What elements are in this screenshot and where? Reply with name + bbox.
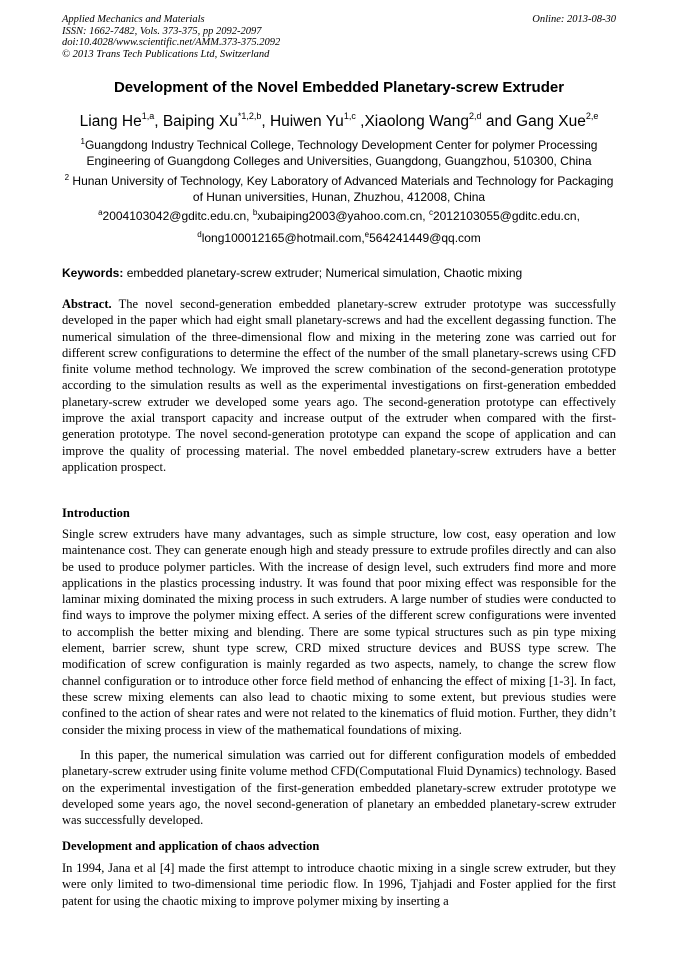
author-name: Xiaolong Wang bbox=[364, 113, 470, 130]
chaos-paragraph-1: In 1994, Jana et al [4] made the first attempt to introduce chaotic mixing in a single screw extruder, but they were only limited to two-dimensional time periodic flow. In 1996, Tjahjadi and Foster applied for the first patent for using the chaotic mixing to improve polymer mixing by inserting a bbox=[62, 861, 616, 908]
abstract-text: The novel second-generation embedded planetary-screw extruder prototype was successfully developed in the paper which had eight small planetary-screws and had the excellent degassing function. The numerical simulation of the three-dimensional flow and mixing in the metering zone was carried out for different screw configurations to determine the effect of the number of the small planetary-screws using CFD finite volume method technology. We improved the screw combination of the second-generation prototype according to the simulation results as well as the experimental investigations on first-generation embedded planetary-screw extruder we developed some years ago. The second-generation prototype can effectively improve the axial transport capacity and increase output of the extruder when compared with the first-generation prototype. The novel second-generation prototype can expand the scope of application and can improve the quality of processing material. The novel embedded planetary-screw extruders have a better application prospect. bbox=[62, 297, 616, 474]
author-list bbox=[62, 112, 616, 132]
email-address: xubaiping2003@yahoo.com.cn, bbox=[257, 209, 429, 223]
email-line-2 bbox=[62, 230, 616, 246]
introduction-paragraph-1: Single screw extruders have many advantages, such as simple structure, low cost, easy operation and low maintenance cost. They can generate enough high and steady pressure to extrude profiles directly and can also be used to produce polymer particles. With the increase of design level, such extruders find more and more applications in the plastics processing industry. It was found that poor mixing effect was responsible for the laminar mixing dominated the mixing process in such extruders. A large number of studies were conducted to find ways to improve the polymer mixing effect. A series of the different screw configurations were invented to accomplish the better mixing and blending. There are some typical structures such as pin type mixing element, barrier screw, shunt type screw, CRD mixed structure devices and BUSS type screw. The modification of screw configuration is mainly regarded as two aspects, namely, to change the screw flow channel configuration or to introduce other force field method of enhancing the effect of mixing [1-3]. In fact, these screw mixing elements can also lead to chaotic mixing to some extent, but previous studies were confined to the action of shear rates and were not related to the kinematics of fluid motion. Further, they didn’t consider the mixing process in view of the mathematical foundations of mixing. bbox=[62, 527, 616, 737]
section-heading-chaos-advection: Development and application of chaos advection bbox=[62, 839, 320, 853]
email-marker: a bbox=[98, 208, 103, 217]
issn-line: ISSN: 1662-7482, Vols. 373-375, pp 2092-2097 bbox=[62, 25, 262, 37]
affiliation-marker: 1 bbox=[80, 137, 85, 146]
affiliation-marker: 2 bbox=[64, 173, 70, 182]
author-affiliation-marker: 1,c bbox=[343, 111, 356, 121]
author-name: Huiwen Yu bbox=[269, 113, 344, 130]
email-marker: e bbox=[364, 230, 370, 239]
email-address: long100012165@hotmail.com, bbox=[201, 231, 365, 245]
email-line-1 bbox=[62, 208, 616, 224]
email-marker: c bbox=[428, 208, 433, 217]
author-affiliation-marker: 2,e bbox=[585, 111, 599, 121]
author-name: Baiping Xu bbox=[162, 113, 238, 130]
affiliation-text: Hunan University of Technology, Key Laboratory of Advanced Materials and Technology for Packaging of Hunan universities, Hunan, Zhuzhou, 412008, China bbox=[69, 174, 614, 204]
affiliation-2 bbox=[62, 173, 616, 205]
copyright-line: © 2013 Trans Tech Publications Ltd, Switzerland bbox=[62, 48, 270, 60]
keywords-text: embedded planetary-screw extruder; Numerical simulation, Chaotic mixing bbox=[123, 266, 523, 280]
email-address: 2004103042@gditc.edu.cn, bbox=[102, 209, 253, 223]
author-name: Liang He bbox=[79, 113, 142, 130]
author-separator: , bbox=[154, 113, 163, 130]
online-date: Online: 2013-08-30 bbox=[532, 14, 616, 25]
paper-title: Development of the Novel Embedded Planetary-screw Extruder bbox=[113, 79, 565, 96]
email-address: 2012103055@gditc.edu.cn, bbox=[432, 209, 580, 223]
email-marker: b bbox=[252, 208, 258, 217]
author-name: Gang Xue bbox=[516, 113, 586, 130]
affiliation-1 bbox=[62, 137, 616, 169]
author-affiliation-marker: 1,a bbox=[141, 111, 155, 121]
author-separator: , bbox=[261, 113, 270, 130]
journal-header bbox=[62, 14, 616, 60]
journal-name: Applied Mechanics and Materials bbox=[62, 14, 205, 25]
abstract-paragraph bbox=[62, 296, 616, 475]
author-affiliation-marker: 2,d bbox=[469, 111, 482, 121]
keywords-label: Keywords: bbox=[62, 266, 124, 280]
author-separator: and bbox=[481, 113, 517, 130]
introduction-paragraph-2: In this paper, the numerical simulation was carried out for different configuration models of embedded planetary-screw extruder using finite volume method CFD(Computational Fluid Dynamics) technology. Based on the experimental investigation of the first-generation embedded planetary-screw extruder prototype we developed some years ago, the novel second-generation of planetary an embedded planetary-screw extruder was successfully developed. bbox=[62, 748, 616, 828]
keywords-line bbox=[62, 265, 616, 281]
doi-line: doi:10.4028/www.scientific.net/AMM.373-375.2092 bbox=[62, 37, 281, 48]
email-address: 564241449@qq.com bbox=[369, 231, 481, 245]
email-marker: d bbox=[197, 230, 202, 239]
affiliation-text: Guangdong Industry Technical College, Technology Development Center for polymer Processing Engineering of Guangdong Colleges and Universities, Guangdong, Guangzhou, 510300, China bbox=[84, 138, 598, 168]
author-separator: , bbox=[355, 113, 365, 130]
abstract-label: Abstract. bbox=[62, 297, 112, 311]
author-affiliation-marker: *1,2,b bbox=[237, 111, 262, 121]
section-heading-introduction: Introduction bbox=[62, 506, 130, 520]
